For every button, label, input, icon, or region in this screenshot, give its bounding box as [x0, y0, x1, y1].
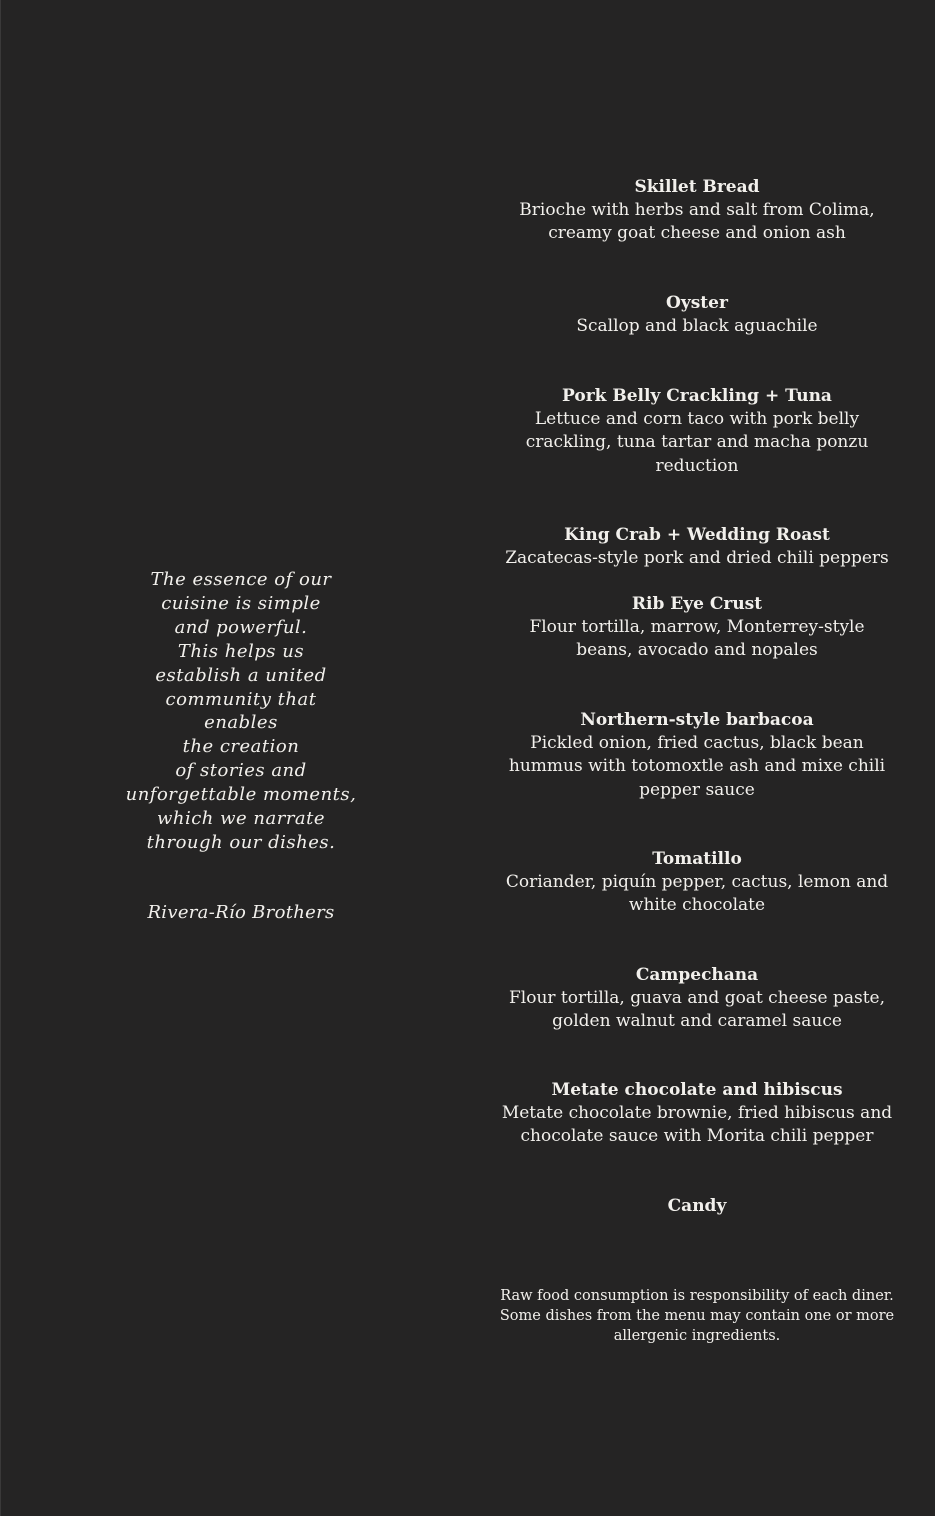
quote-line: the creation	[182, 736, 300, 758]
dish-description: Pickled onion, fried cactus, black bean hummus with totomoxtle ash and mixe chili pepper sauce	[508, 733, 886, 800]
menu-item-metate-chocolate	[497, 1079, 897, 1149]
menu-item-campechana	[497, 964, 897, 1034]
quote-line: unforgettable moments,	[125, 784, 357, 806]
dish-description: Coriander, piquín pepper, cactus, lemon and white chocolate	[505, 872, 889, 916]
dish-name: Rib Eye Crust	[631, 594, 763, 614]
quote-line: cuisine is simple	[161, 592, 321, 614]
dish-description: Brioche with herbs and salt from Colima, creamy goat cheese and onion ash	[519, 200, 875, 244]
menu-item-oyster	[497, 292, 897, 338]
dish-name: King Crab + Wedding Roast	[564, 525, 830, 545]
allergen-disclaimer: Raw food consumption is responsibility of each diner. Some dishes from the menu may contain one or more allergenic ingredients.	[499, 1288, 895, 1344]
quote-signature: Rivera-Río Brothers	[147, 902, 335, 923]
quote-line: which we narrate	[156, 808, 326, 830]
philosophy-quote	[100, 568, 382, 855]
menu-item-skillet-bread	[497, 176, 897, 246]
quote-line: This helps us	[177, 640, 305, 662]
menu-item-tomatillo	[497, 848, 897, 918]
dish-name: Candy	[667, 1196, 727, 1216]
menu-item-rib-eye-crust	[497, 593, 897, 663]
menu-item-pork-belly-tuna	[497, 385, 897, 478]
page-edge-left	[0, 0, 1, 1516]
dish-description: Flour tortilla, marrow, Monterrey-style beans, avocado and nopales	[529, 617, 865, 661]
quote-line: The essence of our	[150, 569, 332, 590]
quote-line: establish a united	[155, 664, 327, 686]
dish-description: Scallop and black aguachile	[576, 316, 818, 336]
dish-description: Lettuce and corn taco with pork belly crackling, tuna tartar and macha ponzu reduction	[525, 409, 869, 476]
menu-item-candy	[497, 1195, 897, 1218]
dish-name: Campechana	[635, 965, 759, 985]
dish-name: Oyster	[666, 293, 728, 313]
quote-line: community that	[165, 688, 317, 710]
dish-description: Zacatecas-style pork and dried chili peppers	[505, 548, 889, 568]
menu-item-king-crab	[497, 524, 897, 570]
dish-name: Pork Belly Crackling + Tuna	[562, 386, 832, 406]
quote-line: through our dishes.	[146, 831, 336, 853]
dish-name: Tomatillo	[652, 849, 742, 869]
dish-name: Metate chocolate and hibiscus	[551, 1080, 843, 1100]
quote-line: of stories and	[175, 760, 307, 782]
menu-item-northern-barbacoa	[497, 709, 897, 802]
quote-line: enables	[204, 712, 278, 734]
dish-description: Metate chocolate brownie, fried hibiscus and chocolate sauce with Morita chili pepper	[501, 1103, 893, 1147]
quote-line: and powerful.	[174, 616, 308, 638]
dish-description: Flour tortilla, guava and goat cheese paste, golden walnut and caramel sauce	[508, 988, 885, 1032]
dish-name: Skillet Bread	[634, 177, 760, 197]
dish-name: Northern-style barbacoa	[580, 710, 814, 730]
